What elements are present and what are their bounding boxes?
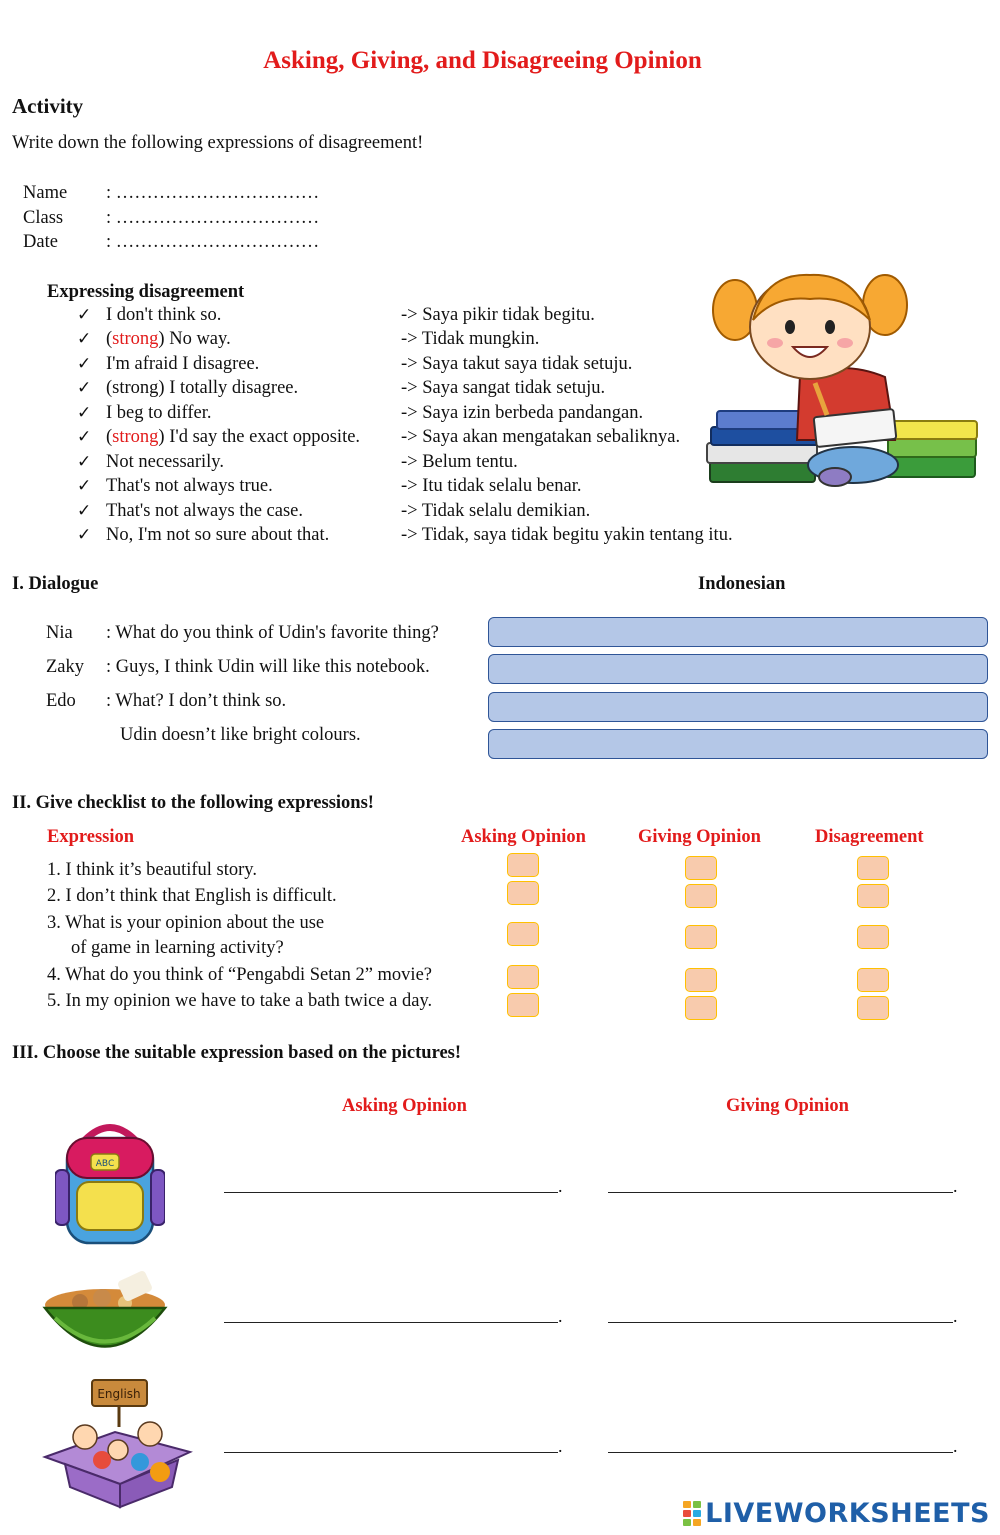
disagreement-heading: Expressing disagreement bbox=[47, 282, 245, 302]
checklist-item: 4. What do you think of “Pengabdi Setan 2” movie? bbox=[47, 965, 432, 985]
answer-line-asking-2[interactable] bbox=[224, 1322, 558, 1323]
check-icon: ✓ bbox=[77, 329, 92, 348]
check-icon: ✓ bbox=[77, 452, 92, 471]
expression-text: ) I'd say the exact opposite. bbox=[158, 427, 361, 447]
checkbox-disagree-1[interactable] bbox=[857, 856, 889, 880]
date-label: Date bbox=[23, 232, 58, 252]
paren-open: ( bbox=[106, 329, 113, 349]
instruction-text: Write down the following expressions of disagreement! bbox=[12, 133, 424, 153]
expression-en: No, I'm not so sure about that. bbox=[106, 525, 330, 545]
class-label: Class bbox=[23, 208, 64, 228]
check-icon: ✓ bbox=[77, 354, 92, 373]
col-disagreement: Disagreement bbox=[815, 827, 924, 847]
checkbox-asking-4[interactable] bbox=[507, 965, 539, 989]
expression-id: -> Tidak mungkin. bbox=[401, 329, 540, 349]
expression-id: -> Saya pikir tidak begitu. bbox=[401, 305, 595, 325]
checkbox-asking-2[interactable] bbox=[507, 881, 539, 905]
checklist-item-cont: of game in learning activity? bbox=[71, 938, 284, 958]
expression-en: (strong) I totally disagree. bbox=[106, 378, 299, 398]
checkbox-giving-3[interactable] bbox=[685, 925, 717, 949]
line-period: . bbox=[953, 1176, 958, 1196]
paren-open: ( bbox=[106, 427, 113, 447]
dialogue-line: : What do you think of Udin's favorite thing? bbox=[106, 623, 439, 643]
expression-id: -> Saya izin berbeda pandangan. bbox=[401, 403, 644, 423]
answer-line-giving-2[interactable] bbox=[608, 1322, 953, 1323]
checkbox-giving-4[interactable] bbox=[685, 968, 717, 992]
col-giving-opinion: Giving Opinion bbox=[726, 1096, 849, 1116]
checklist-item: 2. I don’t think that English is difficult. bbox=[47, 886, 337, 906]
line-period: . bbox=[558, 1306, 563, 1326]
expression-id: -> Itu tidak selalu benar. bbox=[401, 476, 582, 496]
expression-en: That's not always true. bbox=[106, 476, 273, 496]
girl-reading-illustration bbox=[705, 265, 980, 510]
checkbox-disagree-3[interactable] bbox=[857, 925, 889, 949]
checkbox-giving-1[interactable] bbox=[685, 856, 717, 880]
expression-en: That's not always the case. bbox=[106, 501, 304, 521]
dialogue-line: : What? I don’t think so. bbox=[106, 691, 287, 711]
check-icon: ✓ bbox=[77, 525, 92, 544]
checkbox-giving-5[interactable] bbox=[685, 996, 717, 1020]
backpack-image bbox=[55, 1120, 165, 1250]
answer-box[interactable] bbox=[488, 692, 988, 722]
checkbox-asking-1[interactable] bbox=[507, 853, 539, 877]
name-field[interactable]: : …………………………… bbox=[106, 183, 320, 203]
col-asking-opinion: Asking Opinion bbox=[461, 827, 586, 847]
line-period: . bbox=[558, 1436, 563, 1456]
bag-label: ABC bbox=[95, 1159, 115, 1169]
speaker-nia: Nia bbox=[46, 623, 73, 643]
expression-text: ) No way. bbox=[158, 329, 231, 349]
answer-box[interactable] bbox=[488, 729, 988, 759]
box-label: English bbox=[97, 1387, 141, 1401]
answer-box[interactable] bbox=[488, 617, 988, 647]
check-icon: ✓ bbox=[77, 403, 92, 422]
expression-id: -> Saya sangat tidak setuju. bbox=[401, 378, 606, 398]
logo-mark-icon bbox=[683, 1501, 703, 1527]
checkbox-asking-5[interactable] bbox=[507, 993, 539, 1017]
dialogue-heading: I. Dialogue bbox=[12, 574, 99, 594]
page-title: Asking, Giving, and Disagreeing Opinion bbox=[263, 47, 702, 74]
activity-heading: Activity bbox=[12, 94, 84, 118]
class-field[interactable]: : …………………………… bbox=[106, 208, 320, 228]
check-icon: ✓ bbox=[77, 476, 92, 495]
expression-en: Not necessarily. bbox=[106, 452, 224, 472]
speaker-zaky: Zaky bbox=[46, 657, 85, 677]
expression-id: -> Belum tentu. bbox=[401, 452, 518, 472]
line-period: . bbox=[953, 1306, 958, 1326]
pictures-heading: III. Choose the suitable expression based on the pictures! bbox=[12, 1043, 462, 1063]
checkbox-disagree-2[interactable] bbox=[857, 884, 889, 908]
checkbox-asking-3[interactable] bbox=[507, 922, 539, 946]
answer-line-asking-3[interactable] bbox=[224, 1452, 558, 1453]
dialogue-line: : Guys, I think Udin will like this notebook. bbox=[106, 657, 430, 677]
checklist-item: 3. What is your opinion about the use bbox=[47, 913, 325, 933]
expression-en: I beg to differ. bbox=[106, 403, 212, 423]
expression-en: I don't think so. bbox=[106, 305, 222, 325]
soup-bowl-image bbox=[40, 1270, 170, 1365]
check-icon: ✓ bbox=[77, 427, 92, 446]
checkbox-disagree-4[interactable] bbox=[857, 968, 889, 992]
col-asking-opinion: Asking Opinion bbox=[342, 1096, 467, 1116]
expression-id: -> Tidak selalu demikian. bbox=[401, 501, 591, 521]
speaker-edo: Edo bbox=[46, 691, 76, 711]
checklist-heading: II. Give checklist to the following expressions! bbox=[12, 793, 374, 813]
expression-en bbox=[106, 329, 231, 350]
checklist-item: 1. I think it’s beautiful story. bbox=[47, 860, 257, 880]
expression-id: -> Saya akan mengatakan sebaliknya. bbox=[401, 427, 681, 447]
checkbox-disagree-5[interactable] bbox=[857, 996, 889, 1020]
name-label: Name bbox=[23, 183, 68, 203]
check-icon: ✓ bbox=[77, 501, 92, 520]
answer-box[interactable] bbox=[488, 654, 988, 684]
strong-tag: strong bbox=[112, 427, 159, 447]
expression-en: I'm afraid I disagree. bbox=[106, 354, 260, 374]
check-icon: ✓ bbox=[77, 378, 92, 397]
date-field[interactable]: : …………………………… bbox=[106, 232, 320, 252]
line-period: . bbox=[558, 1176, 563, 1196]
dialogue-line: Udin doesn’t like bright colours. bbox=[120, 725, 361, 745]
expression-id: -> Saya takut saya tidak setuju. bbox=[401, 354, 633, 374]
line-period: . bbox=[953, 1436, 958, 1456]
check-icon: ✓ bbox=[77, 305, 92, 324]
logo-text: LIVEWORKSHEETS bbox=[705, 1498, 990, 1529]
liveworksheets-logo bbox=[683, 1498, 990, 1529]
strong-tag: strong bbox=[112, 329, 159, 349]
expression-en bbox=[106, 427, 360, 448]
answer-line-asking-1[interactable] bbox=[224, 1192, 558, 1193]
expression-header: Expression bbox=[47, 827, 135, 847]
checkbox-giving-2[interactable] bbox=[685, 884, 717, 908]
english-box-image bbox=[40, 1372, 195, 1512]
checklist-item: 5. In my opinion we have to take a bath twice a day. bbox=[47, 991, 433, 1011]
expression-id: -> Tidak, saya tidak begitu yakin tentang itu. bbox=[401, 525, 733, 545]
answer-line-giving-1[interactable] bbox=[608, 1192, 953, 1193]
col-giving-opinion: Giving Opinion bbox=[638, 827, 761, 847]
answer-line-giving-3[interactable] bbox=[608, 1452, 953, 1453]
indonesian-heading: Indonesian bbox=[698, 574, 786, 594]
